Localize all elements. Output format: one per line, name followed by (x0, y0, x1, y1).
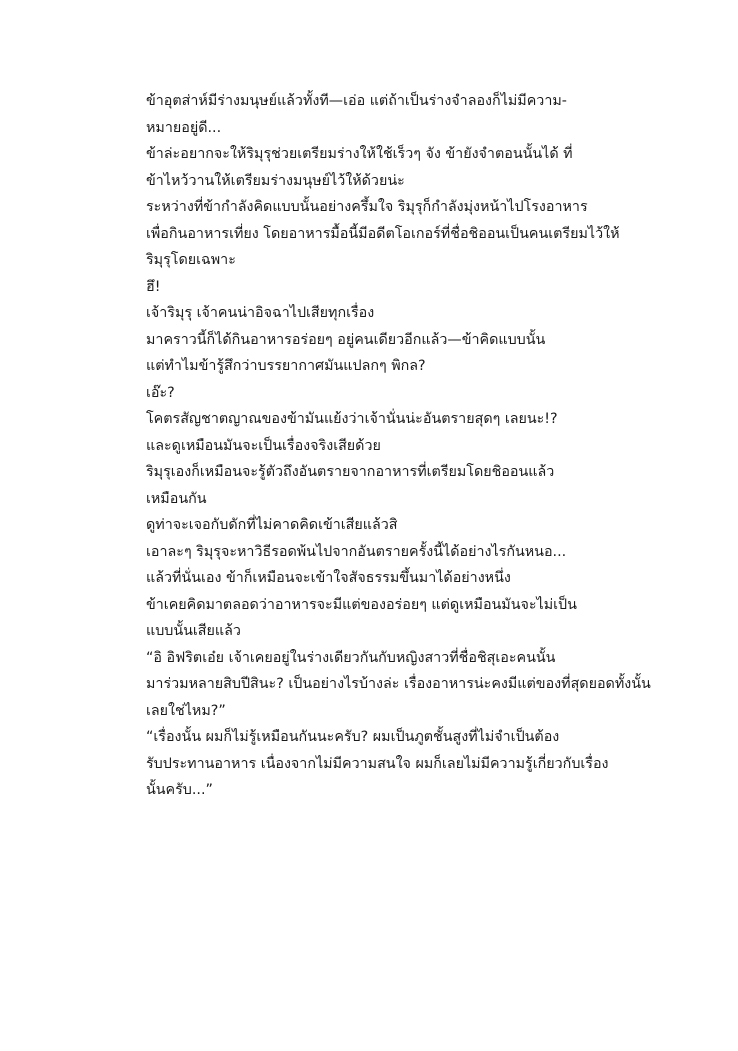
text-line: แล้วที่นั่นเอง ข้าก็เหมือนจะเข้าใจสัจธรรมขึ้นมาได้อย่างหนึ่ง (146, 570, 511, 586)
text-line: โคตรสัญชาตญาณของข้ามันแย้งว่าเจ้านั่นน่ะอันตรายสุดๆ เลยนะ!? (146, 411, 558, 427)
paragraph (88, 406, 653, 433)
paragraph (88, 539, 653, 566)
paragraph (88, 194, 653, 274)
text-line: และดูเหมือนมันจะเป็นเรื่องจริงเสียด้วย (146, 437, 381, 454)
text-line: “เรื่องนั้น ผมก็ไม่รู้เหมือนกันนะครับ? ผมเป็นภูตชั้นสูงที่ไม่จำเป็นต้อง (146, 729, 560, 745)
text-line: ริมุรุเองก็เหมือนจะรู้ตัวถึงอันตรายจากอาหารที่เตรียมโดยชิออนแล้ว (146, 464, 555, 480)
text-line: เพื่อกินอาหารเที่ยง โดยอาหารมื้อนี้มีอดีตโอเกอร์ที่ชื่อชิออนเป็นคนเตรียมไว้ให้ (146, 225, 620, 242)
text-line: มาร่วมหลายสิบปีสินะ? เป็นอย่างไรบ้างล่ะ เรื่องอาหารน่ะคงมีแต่ของที่สุดยอดทั้งนั้น (146, 676, 651, 692)
text-line: เหมือนกัน (146, 490, 207, 507)
text-line: เอ๊ะ? (146, 384, 175, 401)
text-line: ข้าล่ะอยากจะให้ริมุรุช่วยเตรียมร่างให้ใช้เร็วๆ จัง ข้ายังจำตอนนั้นได้ ที่ (146, 146, 573, 162)
text-line: ฮึ! (146, 278, 161, 295)
text-line: นั้นครับ...” (146, 782, 213, 798)
paragraph (88, 300, 653, 327)
text-line: เจ้าริมุรุ เจ้าคนน่าอิจฉาไปเสียทุกเรื่อง (146, 305, 375, 321)
paragraph (88, 433, 653, 460)
paragraph (88, 327, 653, 380)
paragraph (88, 592, 653, 645)
text-line: มาคราวนี้ก็ได้กินอาหารอร่อยๆ อยู่คนเดียวอีกแล้ว—ข้าคิดแบบนั้น (146, 331, 546, 348)
text-line: ข้าเคยคิดมาตลอดว่าอาหารจะมีแต่ของอร่อยๆ แต่ดูเหมือนมันจะไม่เป็น (146, 596, 577, 613)
text-line: ดูท่าจะเจอกับดักที่ไม่คาดคิดเข้าเสียแล้วสิ (146, 517, 398, 533)
paragraph (88, 645, 653, 725)
paragraph (88, 88, 653, 141)
text-line: ข้าไหว้วานให้เตรียมร่างมนุษย์ไว้ให้ด้วยน่ะ (146, 172, 405, 189)
paragraph (88, 141, 653, 194)
text-line: หมายอยู่ดี... (146, 119, 222, 136)
text-line: “อิ อิฟริตเอ๋ย เจ้าเคยอยู่ในร่างเดียวกันกับหญิงสาวที่ชื่อชิสุเอะคนนั้น (146, 649, 556, 666)
text-line: เลยใช่ไหม?” (146, 702, 226, 719)
paragraph (88, 274, 653, 301)
text-line: รับประทานอาหาร เนื่องจากไม่มีความสนใจ ผมก็เลยไม่มีความรู้เกี่ยวกับเรื่อง (146, 755, 609, 772)
paragraph (88, 724, 653, 804)
paragraph (88, 565, 653, 592)
paragraph (88, 459, 653, 512)
document-page (88, 88, 653, 804)
text-line: แบบนั้นเสียแล้ว (146, 623, 241, 639)
paragraph (88, 380, 653, 407)
text-line: ริมุรุโดยเฉพาะ (146, 252, 236, 268)
text-line: เอาละๆ ริมุรุจะหาวิธีรอดพ้นไปจากอันตรายครั้งนี้ได้อย่างไรกันหนอ... (146, 543, 567, 560)
text-line: ระหว่างที่ข้ากำลังคิดแบบนั้นอย่างครึ้มใจ ริมุรุก็กำลังมุ่งหน้าไปโรงอาหาร (146, 199, 588, 215)
text-line: แต่ทำไมข้ารู้สึกว่าบรรยากาศมันแปลกๆ พิกล? (146, 358, 426, 374)
paragraph (88, 512, 653, 539)
text-line: ข้าอุตส่าห์มีร่างมนุษย์แล้วทั้งที—เอ่อ แต่ถ้าเป็นร่างจำลองก็ไม่มีความ- (146, 93, 567, 109)
